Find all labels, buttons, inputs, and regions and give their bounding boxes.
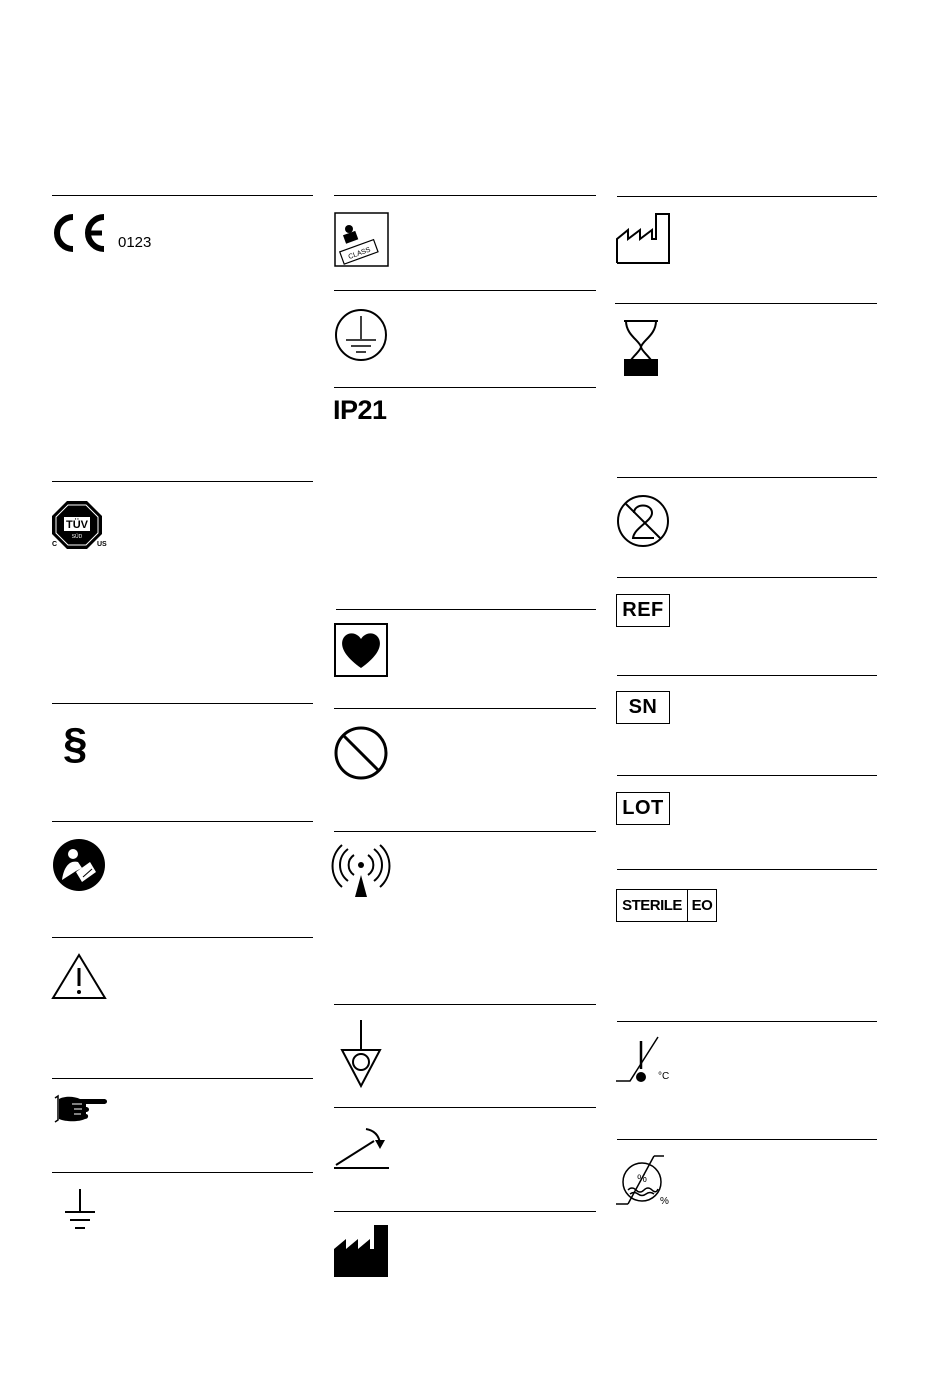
- divider: [52, 703, 313, 704]
- non-ionizing-radiation-icon: [332, 845, 392, 899]
- heart-defib-proof-icon: [334, 623, 390, 679]
- notified-body-number: 0123: [118, 234, 152, 251]
- divider: [334, 1107, 596, 1108]
- device-class-stamp-icon: [334, 212, 390, 268]
- divider: [334, 1004, 596, 1005]
- svg-text:CLASS: CLASS: [347, 246, 372, 261]
- prohibited-icon: [334, 726, 390, 782]
- pointing-hand-icon: [52, 1093, 110, 1125]
- divider: [334, 290, 596, 291]
- ground-icon: [63, 1189, 97, 1233]
- divider: [617, 869, 877, 870]
- divider: [336, 609, 596, 610]
- divider: [334, 387, 596, 388]
- divider: [334, 195, 596, 196]
- divider: [617, 477, 877, 478]
- divider: [52, 1078, 313, 1079]
- divider: [617, 196, 877, 197]
- divider: [52, 821, 313, 822]
- svg-text:%: %: [637, 1173, 647, 1185]
- switch-arrow-icon: [334, 1127, 392, 1171]
- svg-text:TÜV: TÜV: [66, 519, 88, 531]
- svg-text:SÜD: SÜD: [71, 534, 83, 540]
- temperature-unit: °C: [658, 1071, 670, 1082]
- tuv-us-label: US: [97, 541, 107, 548]
- divider: [52, 937, 313, 938]
- divider: [334, 831, 596, 832]
- ethylene-oxide-label: EO: [687, 889, 717, 922]
- divider: [617, 577, 877, 578]
- divider: [52, 195, 313, 196]
- divider: [334, 708, 596, 709]
- do-not-reuse-icon: [616, 494, 672, 550]
- paragraph-icon: §: [63, 719, 88, 768]
- lot-label: LOT: [616, 792, 670, 825]
- serial-number-label: SN: [616, 691, 670, 724]
- divider: [52, 481, 313, 482]
- divider: [334, 1211, 596, 1212]
- equipotential-icon: [338, 1020, 384, 1090]
- divider: [617, 1021, 877, 1022]
- divider: [617, 675, 877, 676]
- sterile-label: STERILE: [616, 889, 688, 922]
- tuv-c-label: C: [52, 541, 58, 548]
- divider: [52, 1172, 313, 1173]
- divider: [617, 1139, 877, 1140]
- ip-rating-label: IP21: [333, 395, 387, 425]
- read-manual-icon: [52, 838, 106, 892]
- ref-label: REF: [616, 594, 670, 627]
- manufacturer-icon: [334, 1225, 390, 1279]
- protective-earth-icon: [334, 308, 390, 364]
- divider: [615, 303, 877, 304]
- warning-triangle-icon: [52, 953, 108, 1001]
- humidity-unit: %: [660, 1196, 669, 1207]
- divider: [617, 775, 877, 776]
- date-of-manufacture-icon: [616, 212, 672, 266]
- hourglass-expiry-icon: [622, 319, 662, 379]
